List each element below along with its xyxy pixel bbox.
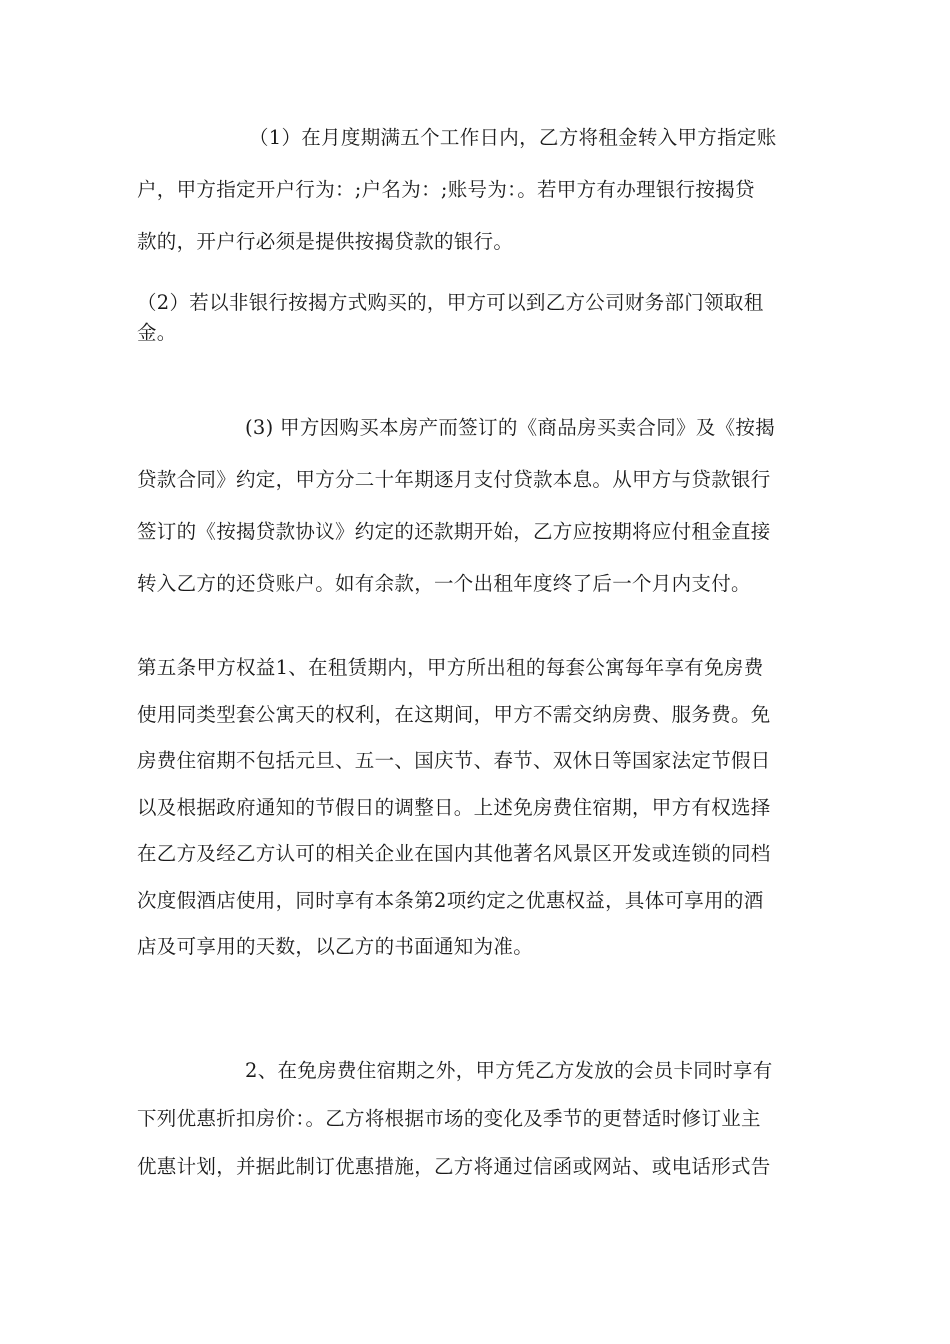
text-line: 款的，开户行必须是提供按揭贷款的银行。	[137, 230, 514, 253]
text-line: 金。	[137, 321, 177, 344]
text-line: （2）若以非银行按揭方式购买的，甲方可以到乙方公司财务部门领取租	[137, 291, 764, 314]
text-line: 房费住宿期不包括元旦、五一、国庆节、春节、双休日等国家法定节假日	[137, 749, 771, 772]
text-line: 转入乙方的还贷账户。如有余款，一个出租年度终了后一个月内支付。	[137, 572, 751, 595]
text-line: （1）在月度期满五个工作日内，乙方将租金转入甲方指定账	[249, 126, 777, 149]
text-line: 次度假酒店使用，同时享有本条第2项约定之优惠权益，具体可享用的酒	[137, 888, 764, 912]
text-line: 以及根据政府通知的节假日的调整日。上述免房费住宿期，甲方有权选择	[137, 795, 771, 819]
text-line: 优惠计划，并据此制订优惠措施，乙方将通过信函或网站、或电话形式告	[137, 1155, 771, 1178]
text-line: 签订的《按揭贷款协议》约定的还款期开始，乙方应按期将应付租金直接	[137, 520, 771, 543]
text-line: 下列优惠折扣房价：。乙方将根据市场的变化及季节的更替适时修订业主	[137, 1107, 761, 1130]
text-line: 店及可享用的天数，以乙方的书面通知为准。	[137, 935, 534, 958]
paragraph-mortgage-contract	[137, 402, 827, 610]
paragraph-article-five	[137, 645, 827, 971]
text-line: 在乙方及经乙方认可的相关企业在国内其他著名风景区开发或连锁的同档	[137, 842, 771, 865]
text-line: (3) 甲方因购买本房产而签订的《商品房买卖合同》及《按揭	[245, 416, 776, 439]
text-line: 第五条甲方权益1、在租赁期内，甲方所出租的每套公寓每年享有免房费	[137, 656, 764, 679]
paragraph-non-mortgage	[137, 288, 827, 348]
text-line: 贷款合同》约定，甲方分二十年期逐月支付贷款本息。从甲方与贷款银行	[137, 468, 771, 491]
text-line: 2、在免房费住宿期之外，甲方凭乙方发放的会员卡同时享有	[245, 1059, 773, 1082]
text-line: 使用同类型套公寓天的权利，在这期间，甲方不需交纳房费、服务费。免	[137, 702, 771, 726]
paragraph-member-discount	[137, 1047, 827, 1191]
text-line: 户，甲方指定开户行为：;户名为：;账号为：。若甲方有办理银行按揭贷	[137, 178, 755, 201]
paragraph-rent-transfer	[137, 112, 827, 268]
